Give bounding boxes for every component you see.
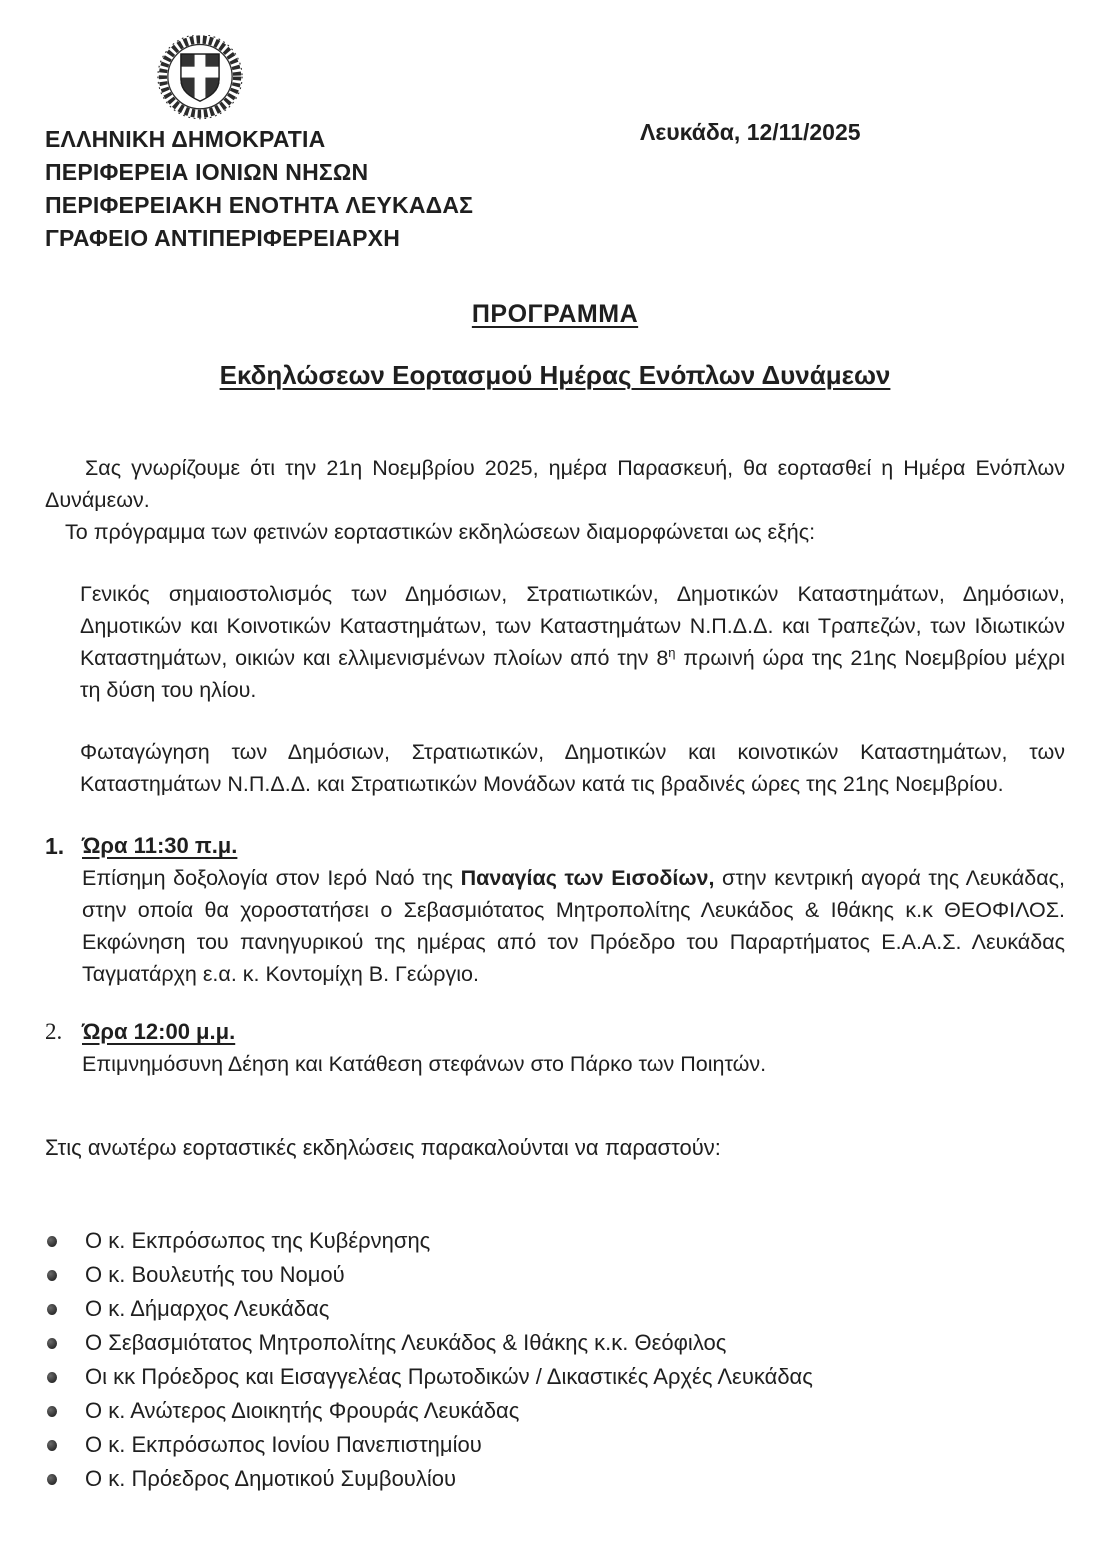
attendee-item: Οι κκ Πρόεδρος και Εισαγγελέας Πρωτοδικών / Δικαστικές Αρχές Λευκάδας [45, 1360, 1065, 1394]
attendee-item: Ο κ. Πρόεδρος Δημοτικού Συμβουλίου [45, 1462, 1065, 1496]
letterhead [45, 35, 1065, 255]
intro-paragraph-1: Σας γνωρίζουμε ότι την 21η Νοεμβρίου 2025, ημέρα Παρασκευή, θα εορτασθεί η Ημέρα Ενόπλων Δυνάμεων. [45, 456, 1065, 512]
program-item-2-heading [82, 1016, 1065, 1048]
intro-paragraph-2: Το πρόγραμμα των φετινών εορταστικών εκδηλώσεων διαμορφώνεται ως εξής: [65, 520, 816, 544]
document-subtitle [45, 359, 1065, 392]
org-line-republic: ΕΛΛΗΝΙΚΗ ΔΗΜΟΚΡΑΤΙΑ [45, 126, 326, 152]
attendee-item: Ο κ. Δήμαρχος Λευκάδας [45, 1292, 1065, 1326]
greek-coat-of-arms-icon [150, 35, 250, 121]
program-item-2-body: Επιμνημόσυνη Δέηση και Κατάθεση στεφάνων στο Πάρκο των Ποιητών. [82, 1052, 767, 1076]
program-item-1-heading-text: Ώρα 11:30 π.μ. [82, 833, 238, 858]
lights-paragraph: Φωταγώγηση των Δημόσιων, Στρατιωτικών, Δημοτικών και κοινοτικών Καταστημάτων, των Καταστημάτων Ν.Π.Δ.Δ. και Στρατιωτικών Μονάδων κατά τις βραδινές ώρες της 21ης Νοεμβρίου. [80, 740, 1065, 796]
program-item-2-heading-text: Ώρα 12:00 μ.μ. [82, 1019, 236, 1044]
place-date: Λευκάδα, 12/11/2025 [640, 119, 861, 145]
attendee-item: Ο κ. Εκπρόσωπος Ιονίου Πανεπιστημίου [45, 1428, 1065, 1462]
flags-paragraph [80, 578, 1065, 706]
document-subtitle-text: Εκδηλώσεων Εορτασμού Ημέρας Ενόπλων Δυνάμεων [219, 360, 891, 390]
attendee-item: Ο κ. Ανώτερος Διοικητής Φρουράς Λευκάδας [45, 1394, 1065, 1428]
program-item-1 [45, 830, 1065, 990]
attendee-item: Ο κ. Βουλευτής του Νομού [45, 1258, 1065, 1292]
attendees-list [45, 1224, 1065, 1496]
program-item-1-heading [82, 830, 1065, 862]
program-item-2-number: 2. [45, 1019, 63, 1044]
flags-paragraph-superscript: η [668, 644, 676, 660]
document-title [45, 299, 1065, 329]
program-item-1-number: 1. [45, 833, 65, 859]
flags-paragraph-text-end: πρωινή ώρα της 21ης Νοεμβρίου μέχρι τη δύση του ηλίου. [80, 646, 1065, 702]
program-item-1-church-name: Παναγίας των Εισοδίων, [460, 866, 715, 890]
org-line-region: ΠΕΡΙΦΕΡΕΙΑ ΙΟΝΙΩΝ ΝΗΣΩΝ [45, 159, 369, 185]
org-lines [45, 123, 1065, 255]
attendees-intro: Στις ανωτέρω εορταστικές εκδηλώσεις παρακαλούνται να παραστούν: [45, 1135, 721, 1160]
program-item-2 [45, 1016, 1065, 1080]
program-item-1-text: Επίσημη δοξολογία στον Ιερό Ναό της [82, 866, 461, 890]
org-line-office: ΓΡΑΦΕΙΟ ΑΝΤΙΠΕΡΙΦΕΡΕΙΑΡΧΗ [45, 225, 401, 251]
flags-paragraph-text: Γενικός σημαιοστολισμός των Δημόσιων, Στρατιωτικών, Δημοτικών Καταστημάτων, Δημόσιων, Δημοτικών και Κοινοτικών Καταστημάτων, των Καταστημάτων Ν.Π.Δ.Δ. και Τραπεζών, των Ιδιωτικών Καταστημάτων, οικιών και ελλιμενισμένων πλοίων από την 8 [80, 582, 1065, 670]
document-title-text: ΠΡΟΓΡΑΜΜΑ [471, 300, 639, 328]
program-item-1-text-end: στην κεντρική αγορά της Λευκάδας, στην οποία θα χοροστατήσει ο Σεβασμιότατος Μητροπολίτης Λευκάδος & Ιθάκης κ.κ ΘΕΟΦΙΛΟΣ. Εκφώνηση του πανηγυρικού της ημέρας από τον Πρόεδρο του Παραρτήματος Ε.Α.Α.Σ. Λευκάδας Ταγματάρχη ε.α. κ. Κοντομίχη Β. Γεώργιο. [82, 866, 1065, 986]
attendee-item: Ο κ. Εκπρόσωπος της Κυβέρνησης [45, 1224, 1065, 1258]
attendee-item: Ο Σεβασμιότατος Μητροπολίτης Λευκάδος & Ιθάκης κ.κ. Θεόφιλος [45, 1326, 1065, 1360]
program-item-1-body [82, 862, 1065, 990]
org-line-regional-unit: ΠΕΡΙΦΕΡΕΙΑΚΗ ΕΝΟΤΗΤΑ ΛΕΥΚΑΔΑΣ [45, 192, 474, 218]
